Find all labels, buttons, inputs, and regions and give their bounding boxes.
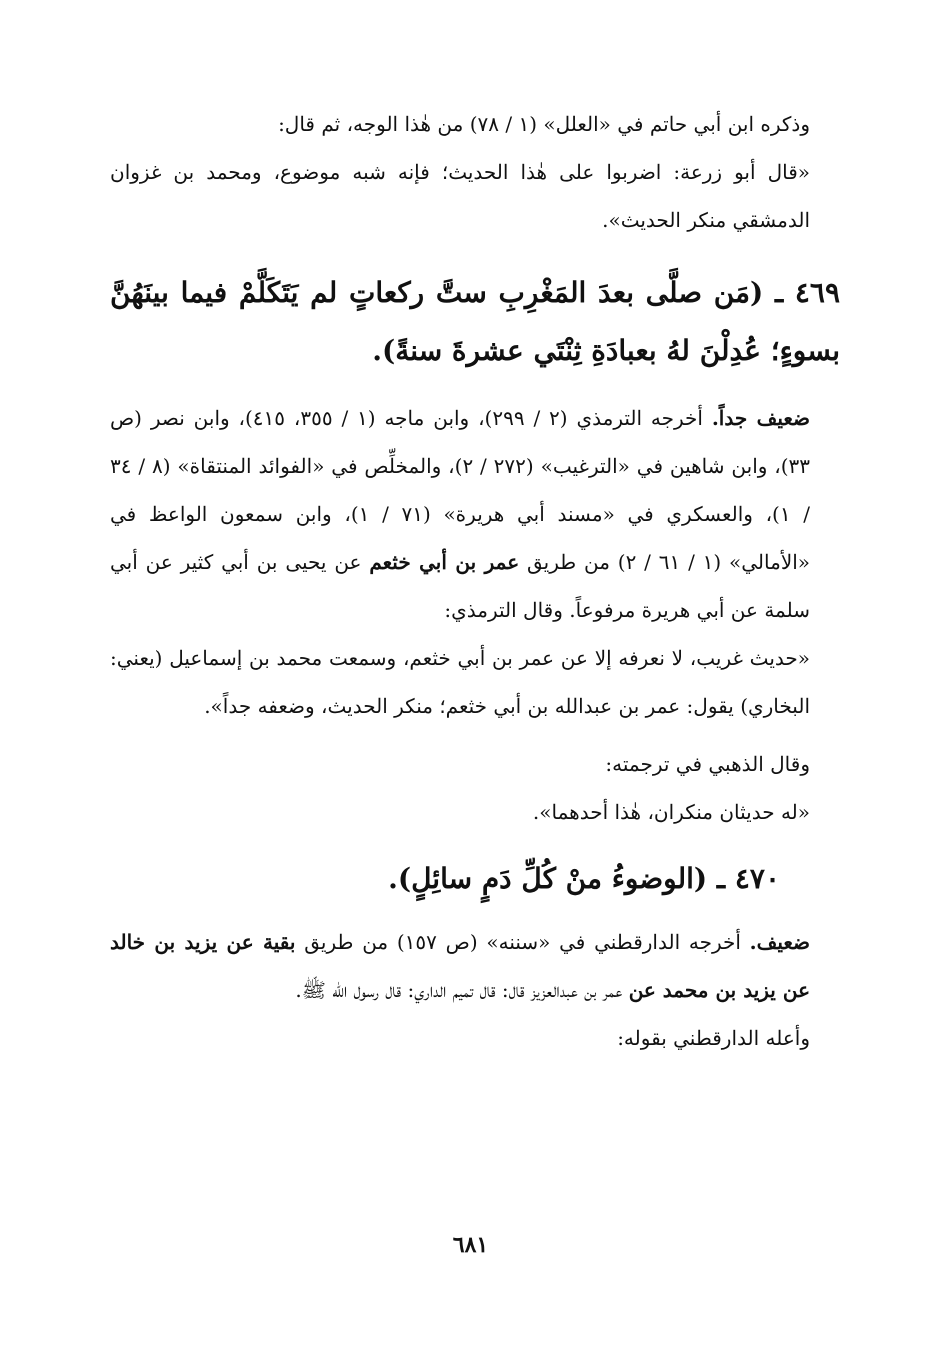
takhrij-tail: عن يحيى بن أبي كثير عن أبي سلمة عن أبي هريرة مرفوعاً. وقال الترمذي: — [110, 550, 810, 622]
takhrij-text: أخرجه الترمذي (٢ / ٢٩٩)، وابن ماجه (١ / ٣٥٥، ٤١٥)، وابن نصر (ص ٣٣)، وابن شاهين في «الترغيب» (٢٧٢ / ٢)، والمخلِّص في «الفوائد المنتقاة» (٨ / ٣٤ / ١)، والعسكري في «مسند أبي هريرة» (٧١ / ١)، وابن سمعون الواعظ في «الأمالي» (١ / ٦١ / ٢) من طريق — [110, 406, 811, 574]
grade-label: ضعيف. — [749, 930, 811, 954]
paragraph-takhrij-470 — [110, 918, 840, 1014]
paragraph-intro: وذكره ابن أبي حاتم في «العلل» (١ / ٧٨) من هٰذا الوجه، ثم قال: — [278, 112, 810, 136]
paragraph-daraqutni: وأعله الدارقطني بقوله: — [617, 1026, 810, 1050]
page-body — [110, 100, 840, 1310]
page-number: ٦٨١ — [452, 1232, 489, 1258]
narrator-name: عمر بن أبي خثعم — [369, 550, 520, 574]
spacer — [110, 730, 840, 740]
grade-label: ضعيف جداً. — [711, 406, 811, 430]
hadith-heading-470: ٤٧٠ ـ (الوضوءُ منْ كُلِّ دَمٍ سائِلٍ). — [388, 862, 780, 895]
paragraph-quote-tirmidhi: «حديث غريب، لا نعرفه إلا عن عمر بن أبي خثعم، وسمعت محمد بن إسماعيل (يعني: البخاري) يقول: عمر بن عبدالله بن أبي خثعم؛ منكر الحديث، وضعفه جداً». — [110, 646, 810, 718]
narrator-chain: بقية عن يزيد بن خالد عن يزيد بن محمد عن — [110, 930, 810, 1002]
takhrij-text: أخرجه الدارقطني في «سننه» (ص ١٥٧) من طريق — [304, 930, 741, 954]
hadith-heading-469: ٤٦٩ ـ (مَن صلَّى بعدَ المَغْرِبِ ستَّ ركعاتٍ لم يَتَكَلَّمْ فيما بينَهُنَّ بسوءٍ؛ عُدِلْنَ لهُ بعبادَةِ ثِنْتَي عشرةَ سنةً). — [110, 276, 840, 367]
paragraph-dhahabi: وقال الذهبي في ترجمته: — [605, 752, 810, 776]
paragraph-quote-abu-zura: «قال أبو زرعة: اضربوا على هٰذا الحديث؛ فإنه شبه موضوع، ومحمد بن غزوان الدمشقي منكر الحديث». — [110, 160, 810, 232]
paragraph-quote-dhahabi: «له حديثان منكران، هٰذا أحدهما». — [532, 800, 810, 824]
paragraph-takhrij-469 — [110, 394, 840, 634]
takhrij-tail: عمر بن عبدالعزيز قال: قال تميم الداري: قال رسول الله ﷺ. — [295, 978, 623, 1002]
